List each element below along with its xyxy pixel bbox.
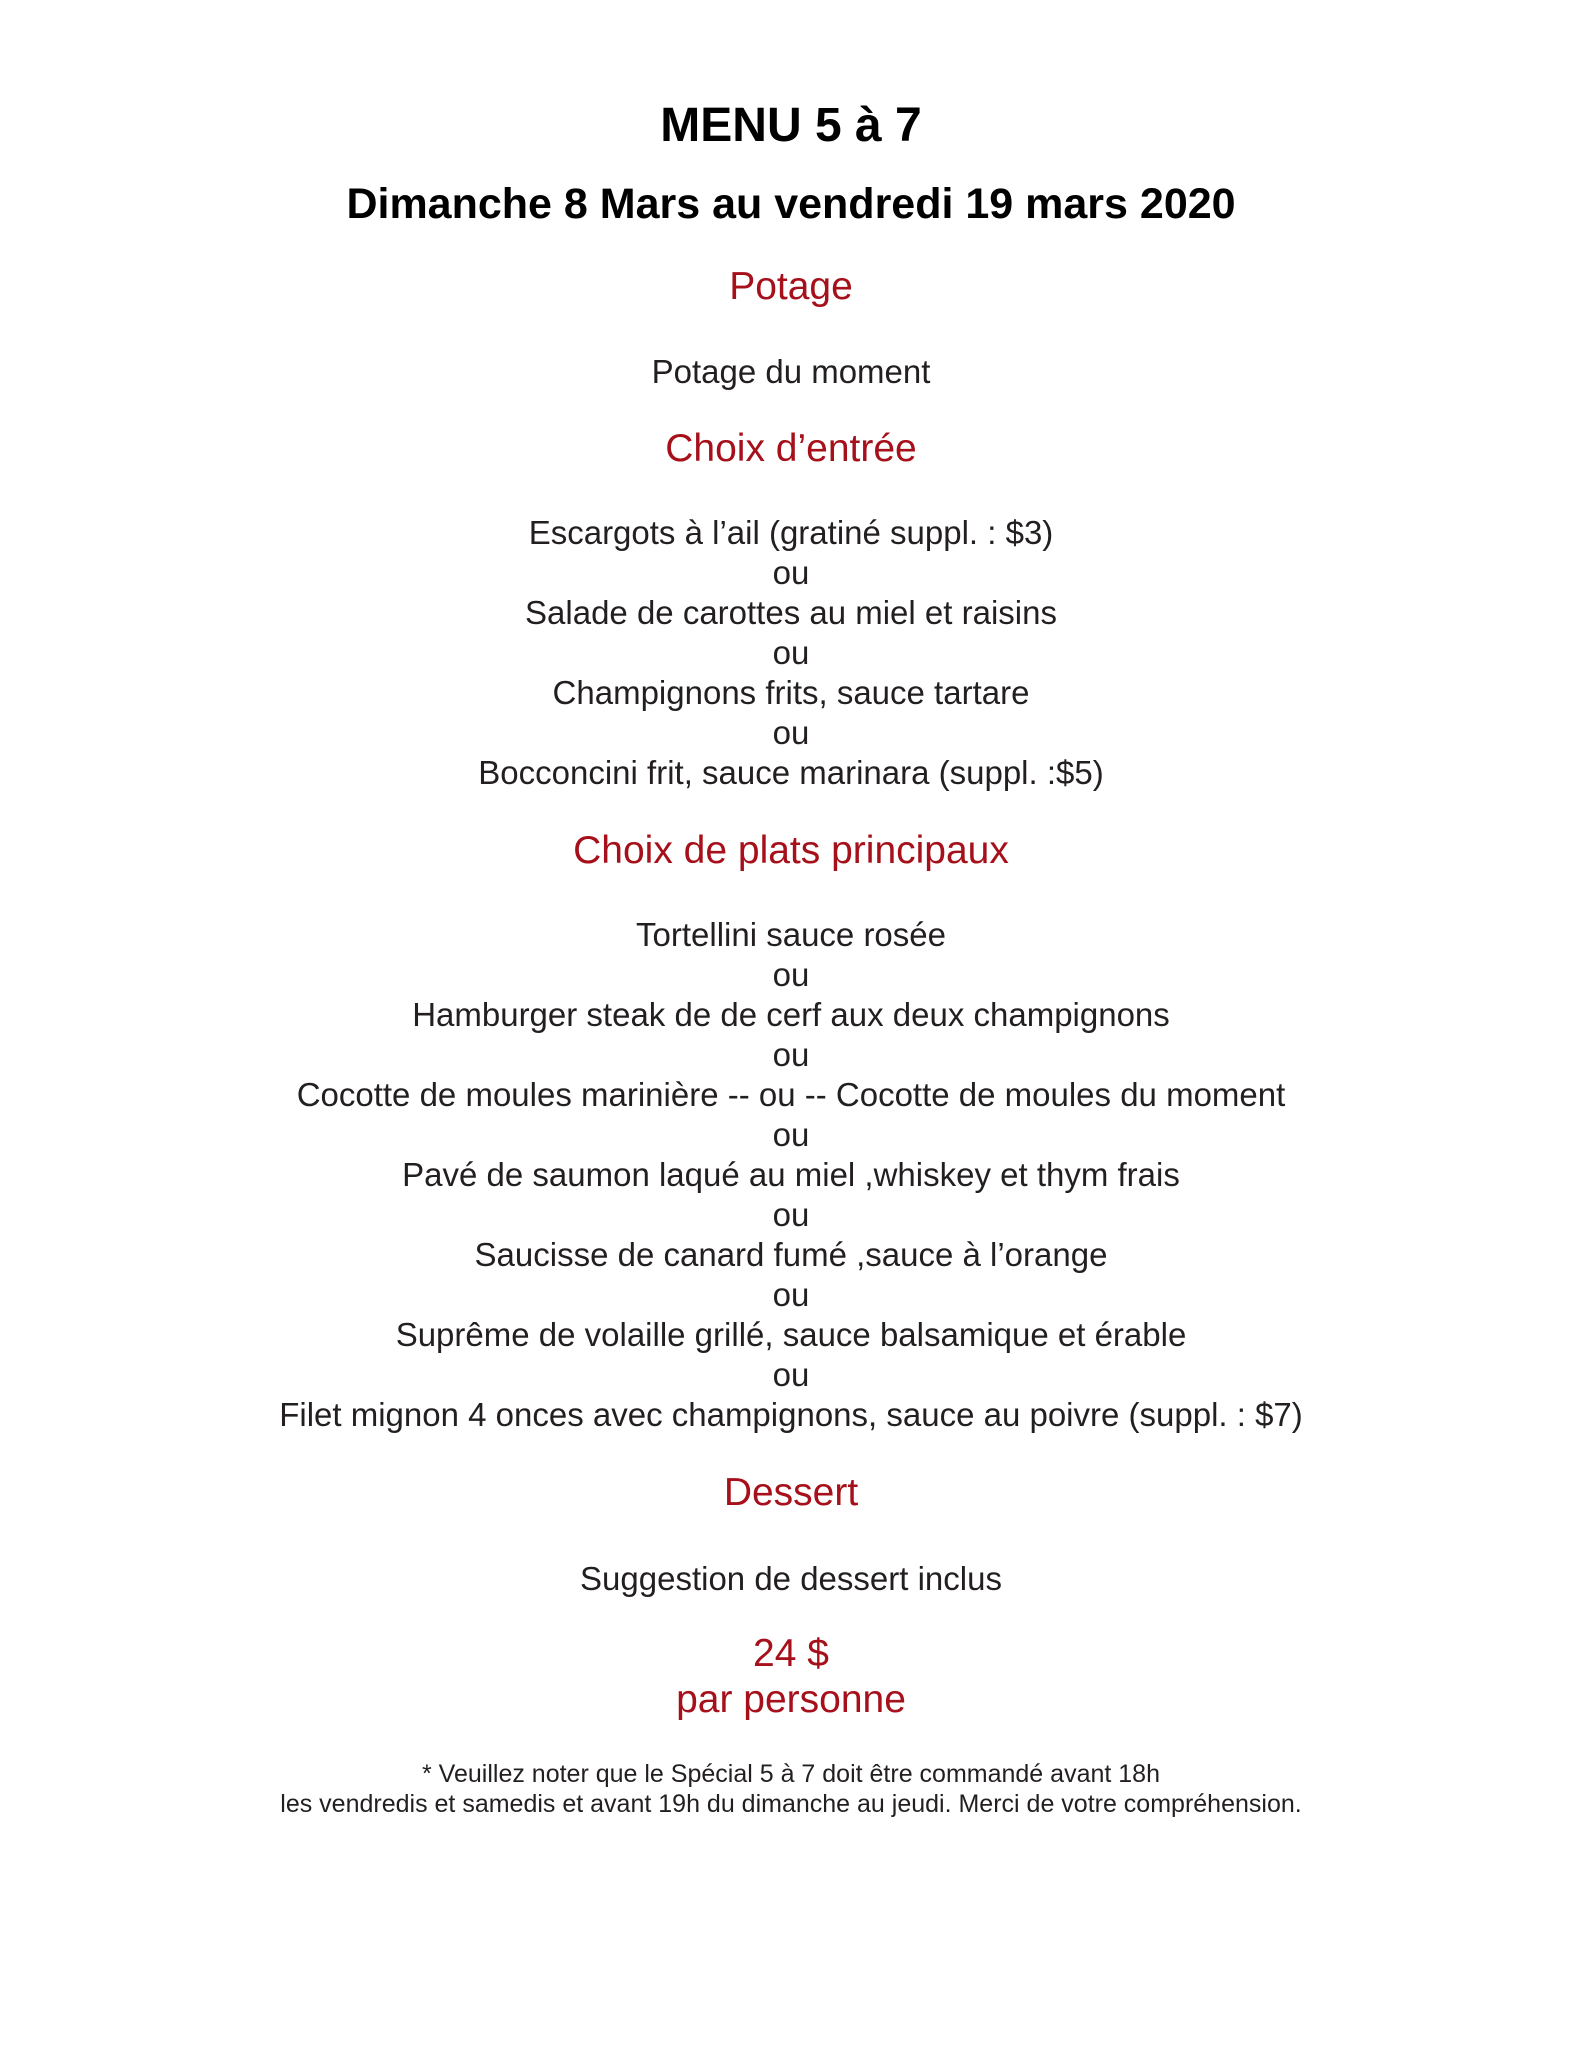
menu-item: Tortellini sauce rosée xyxy=(636,916,946,953)
menu-separator-ou: ou xyxy=(772,1116,810,1153)
section-heading-potage: Potage xyxy=(729,265,853,308)
menu-item: Suprême de volaille grillé, sauce balsamique et érable xyxy=(395,1316,1187,1353)
menu-separator-ou: ou xyxy=(772,1276,810,1313)
order-note-line-2: les vendredis et samedis et avant 19h du dimanche au jeudi. Merci de votre compréhension. xyxy=(280,1790,1302,1818)
menu-item: Salade de carottes au miel et raisins xyxy=(525,594,1057,631)
menu-separator-ou: ou xyxy=(772,956,810,993)
section-heading-entree: Choix d’entrée xyxy=(665,427,917,470)
section-heading-dessert: Dessert xyxy=(723,1471,859,1514)
menu-item: Escargots à l’ail (gratiné suppl. : $3) xyxy=(528,514,1054,551)
menu-item: Pavé de saumon laqué au miel ,whiskey et thym frais xyxy=(402,1156,1180,1193)
menu-item: Suggestion de dessert inclus xyxy=(580,1560,1002,1597)
menu-item: Filet mignon 4 onces avec champignons, sauce au poivre (suppl. : $7) xyxy=(279,1396,1303,1433)
menu-item: Bocconcini frit, sauce marinara (suppl. :$5) xyxy=(478,754,1104,791)
menu-separator-ou: ou xyxy=(772,554,810,591)
menu-separator-ou: ou xyxy=(772,634,810,671)
order-note-line-1: * Veuillez noter que le Spécial 5 à 7 doit être commandé avant 18h xyxy=(422,1760,1160,1788)
menu-item: Champignons frits, sauce tartare xyxy=(552,674,1030,711)
price-amount: 24 $ xyxy=(753,1632,829,1675)
menu-item: Potage du moment xyxy=(651,353,931,390)
menu-date-range: Dimanche 8 Mars au vendredi 19 mars 2020 xyxy=(346,180,1236,228)
menu-item: Cocotte de moules marinière -- ou -- Cocotte de moules du moment xyxy=(296,1076,1286,1113)
menu-title: MENU 5 à 7 xyxy=(660,99,922,152)
menu-separator-ou: ou xyxy=(772,714,810,751)
menu-separator-ou: ou xyxy=(772,1196,810,1233)
menu-item: Hamburger steak de de cerf aux deux champignons xyxy=(412,996,1170,1033)
menu-item: Saucisse de canard fumé ,sauce à l’orange xyxy=(474,1236,1108,1273)
price-unit: par personne xyxy=(676,1678,906,1721)
section-heading-plats: Choix de plats principaux xyxy=(573,829,1009,872)
menu-separator-ou: ou xyxy=(772,1036,810,1073)
menu-separator-ou: ou xyxy=(772,1356,810,1393)
